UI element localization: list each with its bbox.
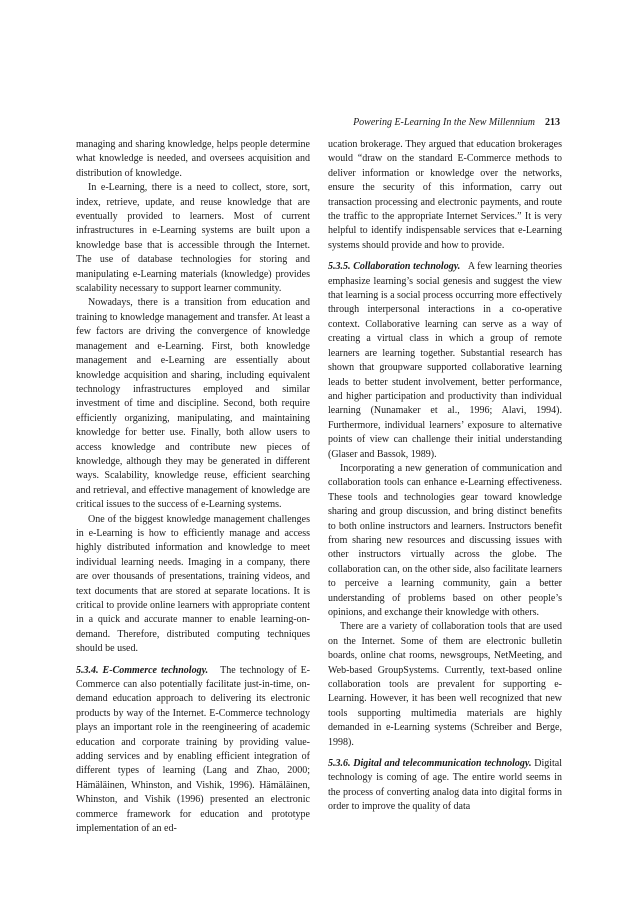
- section-body: The technology of E-Commerce can also potentially facilitate just-in-time, on-demand education approach to delivering its electronic products by way of the Internet. E-Commerce technology plays an important role in the reengineering of academic education and corporate training by providing value-adding services and by enabling efficient integration of different types of learning (Lang and Zhao, 2000; Hämäläinen, Whinston, and Vishik, 1996). Hämäläinen, Whinston, and Vishik (1996) presented an electronic commerce framework for education and prototype implementation of an ed-: [76, 664, 311, 835]
- section-number: 5.3.4.: [76, 664, 99, 676]
- paragraph: Nowadays, there is a transition from education and training to knowledge management and transfer. At least a few factors are driving the convergence of knowledge management and e-Learning. First, both knowledge management and e-Learning are essentially about knowledge acquisition and sharing, including equivalent technology infrastructures employed and similar investment of time and discipline. Second, both require efficiently organizing, manipulating, and maintaining knowledge for better use. Finally, both allow users to access knowledge and contribute new pieces of knowledge, although they may be generated in different ways. Scalability, knowledge reuse, efficient searching and retrieval, and effective management of knowledge are critical issues to the success of e-Learning systems.: [76, 297, 310, 511]
- section-title: Digital and telecommunication technology.: [353, 758, 532, 770]
- section-number: 5.3.6.: [328, 758, 351, 770]
- paragraph: managing and sharing knowledge, helps people determine what knowledge is needed, and oversees acquisition and distribution of knowledge.: [76, 139, 310, 179]
- paragraph: In e-Learning, there is a need to collect, store, sort, index, retrieve, update, and reuse knowledge that are eventually provided to learners. Most of current infrastructures in e-Learning systems are built upon a knowledge base that is accessible through the Internet. The use of database technologies for storing and manipulating e-Learning materials (knowledge) provides scalability necessary to support learner community.: [76, 182, 310, 295]
- section-body: Digital technology is coming of age. The entire world seems in the process of converting analog data into digital forms in order to improve the quality of data: [328, 758, 562, 813]
- section-5-3-5: [328, 260, 562, 462]
- paragraph: ucation brokerage. They argued that education brokerages would “draw on the standard E-Commerce methods to deliver information or knowledge over the networks, ensure the security of this information, carry out transaction processing and electronic payments, and route the traffic to the appropriate Internet Services.” It is very helpful to identify indispensable services that e-Learning systems should provide and how to provide.: [328, 139, 562, 251]
- section-5-3-6: [328, 757, 562, 815]
- left-column: [76, 138, 310, 837]
- section-title: E-Commerce technology.: [102, 664, 209, 676]
- right-column: [328, 138, 562, 815]
- page-number: 213: [545, 117, 560, 128]
- section-body: A few learning theories emphasize learning’s social genesis and suggest the view that learning is a social process occurring more effectively through interpersonal interactions in a co-operative context. Collaborative learning can serve as a way of creating a virtual class in which a group of remote learners are learning together. Substantial research has shown that groupware supported collaborative learning leads to better student involvement, better performance, and higher participation and productivity than individual learning (Nunamaker et al., 1996; Alavi, 1994). Furthermore, individual learners’ exposure to alternative points of view can challenge their initial understanding (Glaser and Bassok, 1989).: [328, 261, 562, 460]
- running-head-title: Powering E-Learning In the New Millennium: [353, 117, 535, 128]
- paragraph: Incorporating a new generation of communication and collaboration tools can enhance e-Learning effectiveness. These tools and technologies gear toward knowledge sharing and group discussion, and bring distinct benefits to both online instructors and learners. Instructors benefit from sharing new resources and discussing issues with other instructors virtually across the globe. The collaboration can, on the other side, also facilitate learners to perceive a learning community, gain a better understanding of problems based on other people’s opinions, and exchange their knowledge with others.: [328, 462, 562, 618]
- paragraph: One of the biggest knowledge management challenges in e-Learning is how to efficiently manage and access highly distributed information and knowledge to meet individual learning needs. Imaging in a company, there are over thousands of presentations, training videos, and text documents that are stored at separate locations. It is critical to provide online learners with appropriate content in a quick and accurate manner to enable learning-on-demand. Therefore, distributed computing techniques should be used.: [76, 513, 310, 655]
- paragraph: There are a variety of collaboration tools that are used on the Internet. Some of them are electronic bulletin boards, online chat rooms, newsgroups, NetMeeting, and Web-based GroupSystems. Currently, text-based online collaboration tools are prevalent for supporting e-Learning. However, it has been well recognized that new tools supporting multimedia materials are highly demanded in e-Learning systems (Schreiber and Berge, 1998).: [328, 621, 562, 748]
- section-title: Collaboration technology.: [353, 261, 461, 273]
- section-5-3-4: [76, 664, 310, 837]
- running-head: [353, 117, 560, 128]
- section-number: 5.3.5.: [328, 261, 351, 273]
